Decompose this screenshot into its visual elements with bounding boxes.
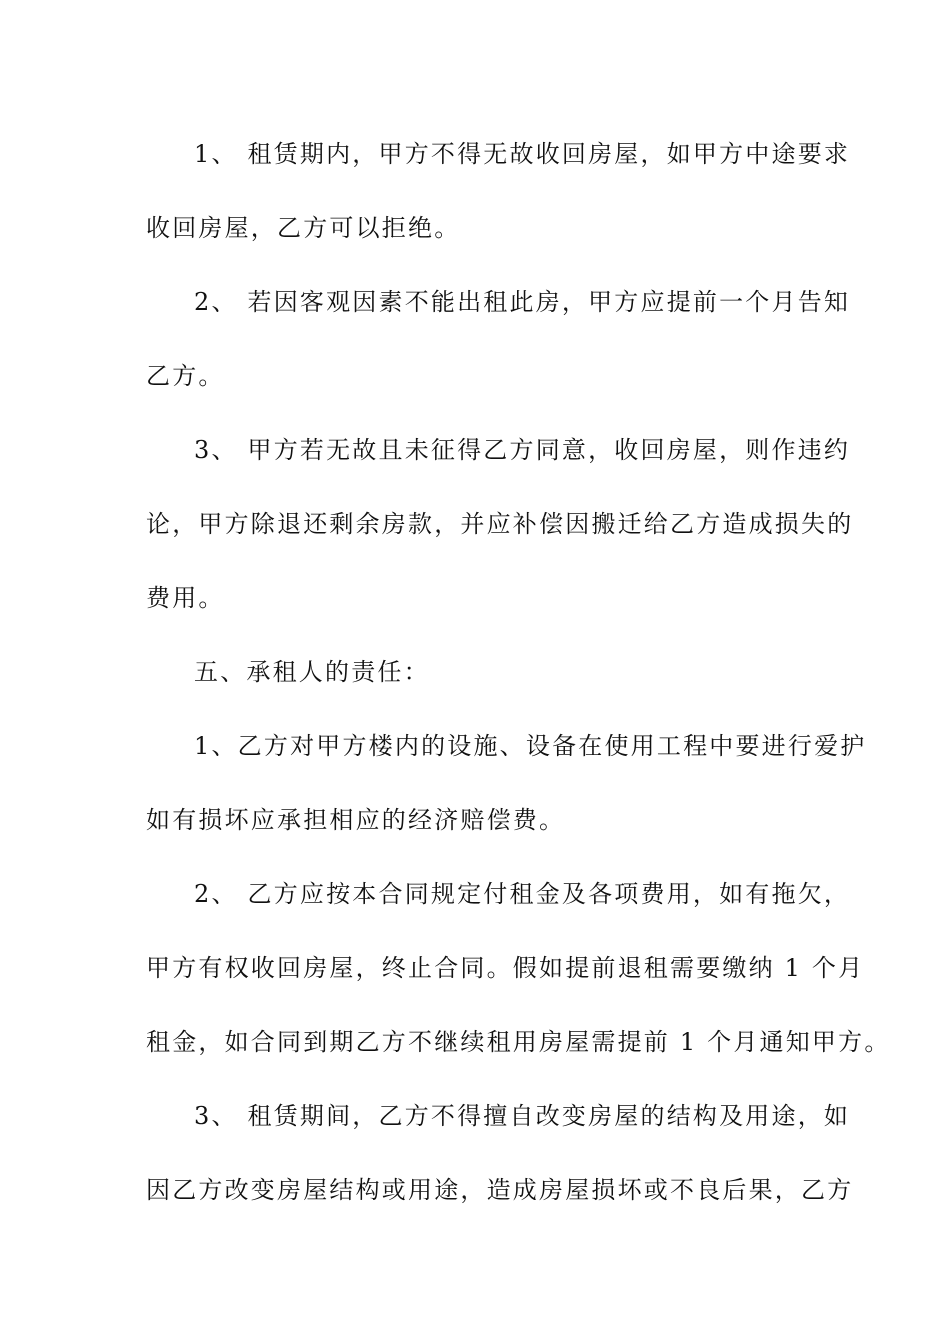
paragraph-line: 收回房屋，乙方可以拒绝。: [146, 214, 461, 242]
paragraph-line: 论，甲方除退还剩余房款，并应补偿因搬迁给乙方造成损失的: [146, 510, 854, 538]
section-heading: 五、承租人的责任：: [194, 658, 430, 686]
paragraph-line: 3、 甲方若无故且未征得乙方同意，收回房屋，则作违约: [194, 436, 851, 464]
paragraph-line: 1、 租赁期内，甲方不得无故收回房屋，如甲方中途要求: [194, 140, 851, 168]
paragraph-line: 乙方。: [146, 362, 225, 390]
paragraph-line: 1、乙方对甲方楼内的设施、设备在使用工程中要进行爱护: [194, 732, 867, 760]
paragraph-line: 3、 租赁期间，乙方不得擅自改变房屋的结构及用途，如: [194, 1102, 851, 1130]
paragraph-line: 甲方有权收回房屋，终止合同。假如提前退租需要缴纳 1 个月: [146, 954, 865, 982]
paragraph-line: 2、 若因客观因素不能出租此房，甲方应提前一个月告知: [194, 288, 851, 316]
paragraph-line: 租金，如合同到期乙方不继续租用房屋需提前 1 个月通知甲方。: [146, 1028, 891, 1056]
paragraph-line: 2、 乙方应按本合同规定付租金及各项费用，如有拖欠，: [194, 880, 851, 908]
paragraph-line: 如有损坏应承担相应的经济赔偿费。: [146, 806, 566, 834]
paragraph-line: 费用。: [146, 584, 225, 612]
paragraph-line: 因乙方改变房屋结构或用途，造成房屋损坏或不良后果，乙方: [146, 1176, 854, 1204]
